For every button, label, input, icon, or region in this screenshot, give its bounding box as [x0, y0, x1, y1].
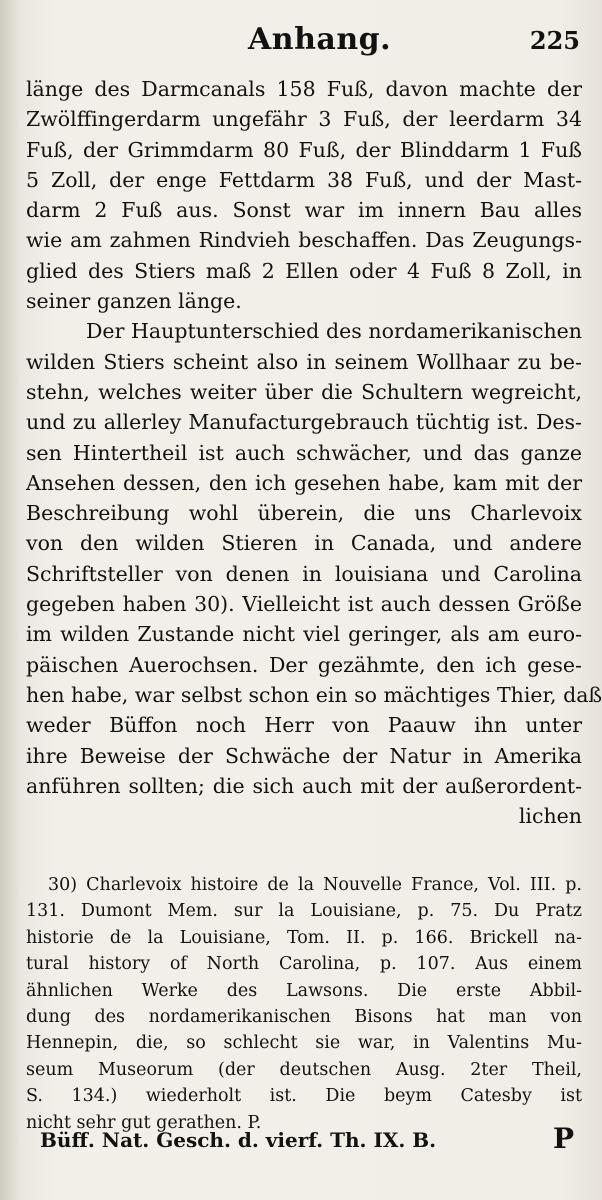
body-line: weder Büffon noch Herr von Paauw ihn unter	[26, 713, 582, 738]
page-number: 225	[529, 26, 580, 55]
footnote-line: 30) Charlevoix histoire de la Nouvelle France, Vol. III. p.	[48, 875, 582, 895]
body-line: hen habe, war selbst schon ein so mächtiges Thier, daß	[26, 682, 602, 707]
signature-line	[40, 1122, 580, 1162]
footnote-line: seum Museorum (der deutschen Ausg. 2ter Theil,	[26, 1059, 582, 1080]
body-line: und zu allerley Manufacturgebrauch tüchtig ist. Des-	[26, 410, 582, 435]
footnote-line: Hennepin, die, so schlecht sie war, in Valentins Mu-	[26, 1033, 582, 1054]
footnote-line: 131. Dumont Mem. sur la Louisiane, p. 75. Du Pratz	[26, 901, 582, 922]
body-line: 5 Zoll, der enge Fettdarm 38 Fuß, und der Mast-	[26, 167, 582, 192]
body-line: Beschreibung wohl überein, die uns Charlevoix	[26, 501, 582, 526]
body-line: länge des Darmcanals 158 Fuß, davon machte der	[26, 77, 582, 101]
body-line: darm 2 Fuß aus. Sonst war im innern Bau alles	[26, 198, 582, 223]
footnote-line: dung des nordamerikanischen Bisons hat man von	[26, 1007, 582, 1028]
signature-mark: P	[552, 1122, 574, 1155]
footnote-line: S. 134.) wiederholt ist. Die beym Catesby ist	[26, 1086, 582, 1107]
body-line: wie am zahmen Rindvieh beschaffen. Das Zeugungs-	[26, 228, 582, 253]
body-line: glied des Stiers maß 2 Ellen oder 4 Fuß 8 Zoll, in	[26, 258, 582, 283]
body-line: Zwölffingerdarm ungefähr 3 Fuß, der leerdarm 34	[26, 107, 582, 132]
body-line: anführen sollten; die sich auch mit der außerordent-	[26, 773, 582, 798]
body-line: Ansehen dessen, den ich gesehen habe, kam mit der	[26, 470, 582, 495]
body-line: Der Hauptunterschied des nordamerikanischen	[86, 319, 582, 344]
footnote-line: nicht sehr gut gerathen. P.	[26, 1112, 262, 1133]
body-line: Fuß, der Grimmdarm 80 Fuß, der Blinddarm 1 Fuß	[26, 137, 582, 162]
running-head: Anhang.	[248, 22, 392, 57]
footnote-line: historie de la Louisiane, Tom. II. p. 166. Brickell na-	[26, 927, 582, 948]
body-line: päischen Auerochsen. Der gezähmte, den ich gese-	[26, 652, 582, 677]
footnote-line: tural history of North Carolina, p. 107. Aus einem	[26, 954, 582, 975]
page-header	[20, 14, 590, 64]
footnote-block	[26, 872, 582, 1136]
body-line: sen Hintertheil ist auch schwächer, und das ganze	[26, 440, 582, 465]
catchword: lichen	[518, 804, 582, 829]
body-line: von den wilden Stieren in Canada, und andere	[26, 531, 582, 556]
body-text	[26, 74, 602, 831]
body-line: gegeben haben 30). Vielleicht ist auch dessen Größe	[26, 592, 582, 617]
body-line: Schriftsteller von denen in louisiana und Carolina	[26, 561, 582, 586]
body-line: ihre Beweise der Schwäche der Natur in Amerika	[26, 743, 582, 768]
body-line: stehn, welches weiter über die Schultern wegreicht,	[26, 379, 582, 404]
body-line: wilden Stiers scheint also in seinem Wollhaar zu be-	[26, 349, 582, 374]
body-line: seiner ganzen länge.	[26, 289, 242, 314]
body-line: im wilden Zustande nicht viel geringer, als am euro-	[26, 622, 582, 647]
footnote-line: ähnlichen Werke des Lawsons. Die erste Abbil-	[26, 980, 582, 1001]
signature-text: Büff. Nat. Gesch. d. vierf. Th. IX. B.	[40, 1128, 437, 1152]
